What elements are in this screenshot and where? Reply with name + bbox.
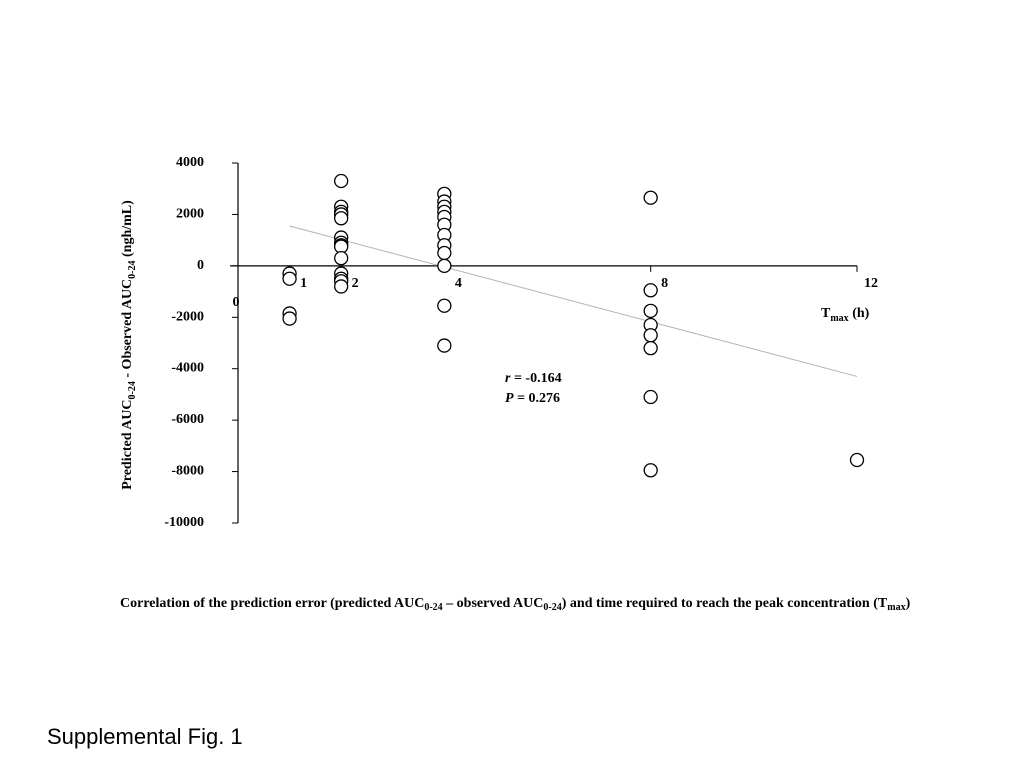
data-point [644, 329, 657, 342]
points-layer [283, 175, 863, 477]
p-statistic: P = 0.276 [505, 391, 561, 406]
figure-label: Supplemental Fig. 1 [47, 724, 243, 749]
x-origin-label: 0 [232, 294, 240, 310]
x-axis-label: $T_{max}$ (h) [821, 306, 870, 324]
y-tick-label: -8000 [171, 463, 204, 479]
x-tick-label: 12 [864, 275, 878, 291]
data-point [851, 454, 864, 467]
data-point [438, 247, 451, 260]
x-tick-label: 4 [454, 275, 462, 291]
data-point [438, 299, 451, 312]
y-tick-label: 0 [197, 257, 204, 273]
x-tick-label: 8 [661, 275, 669, 291]
r-statistic: r = -0.164 [505, 371, 562, 386]
data-point [644, 391, 657, 404]
data-point [438, 339, 451, 352]
data-point [644, 464, 657, 477]
data-point [644, 342, 657, 355]
x-tick-label: 1 [300, 275, 308, 291]
y-tick-label: 4000 [176, 155, 204, 170]
data-point [644, 284, 657, 297]
data-point [438, 259, 451, 272]
y-tick-label: 2000 [176, 206, 204, 222]
labels-layer [164, 155, 878, 530]
y-tick-label: -10000 [164, 515, 204, 530]
data-point [644, 304, 657, 317]
y-tick-label: -2000 [171, 309, 204, 325]
trendline [290, 226, 857, 376]
data-point [335, 212, 348, 225]
y-axis-label: Predicted $AUC_{0-24}$ - Observed $AUC_{0-24}$ (ngh/mL) [120, 200, 138, 490]
data-point [335, 175, 348, 188]
y-tick-label: -4000 [171, 360, 204, 376]
data-point [283, 272, 296, 285]
trendline-layer [290, 226, 857, 376]
data-point [283, 312, 296, 325]
figure-caption: Correlation of the prediction error (predicted $AUC_{0-24}$ – observed $AUC_{0-24}$) and time required to reach the peak concentration $(T_{max})$ [120, 596, 911, 613]
data-point [335, 280, 348, 293]
data-point [644, 191, 657, 204]
axes [230, 163, 857, 523]
x-tick-label: 2 [351, 275, 359, 291]
y-tick-label: -6000 [171, 412, 204, 428]
data-point [335, 252, 348, 265]
